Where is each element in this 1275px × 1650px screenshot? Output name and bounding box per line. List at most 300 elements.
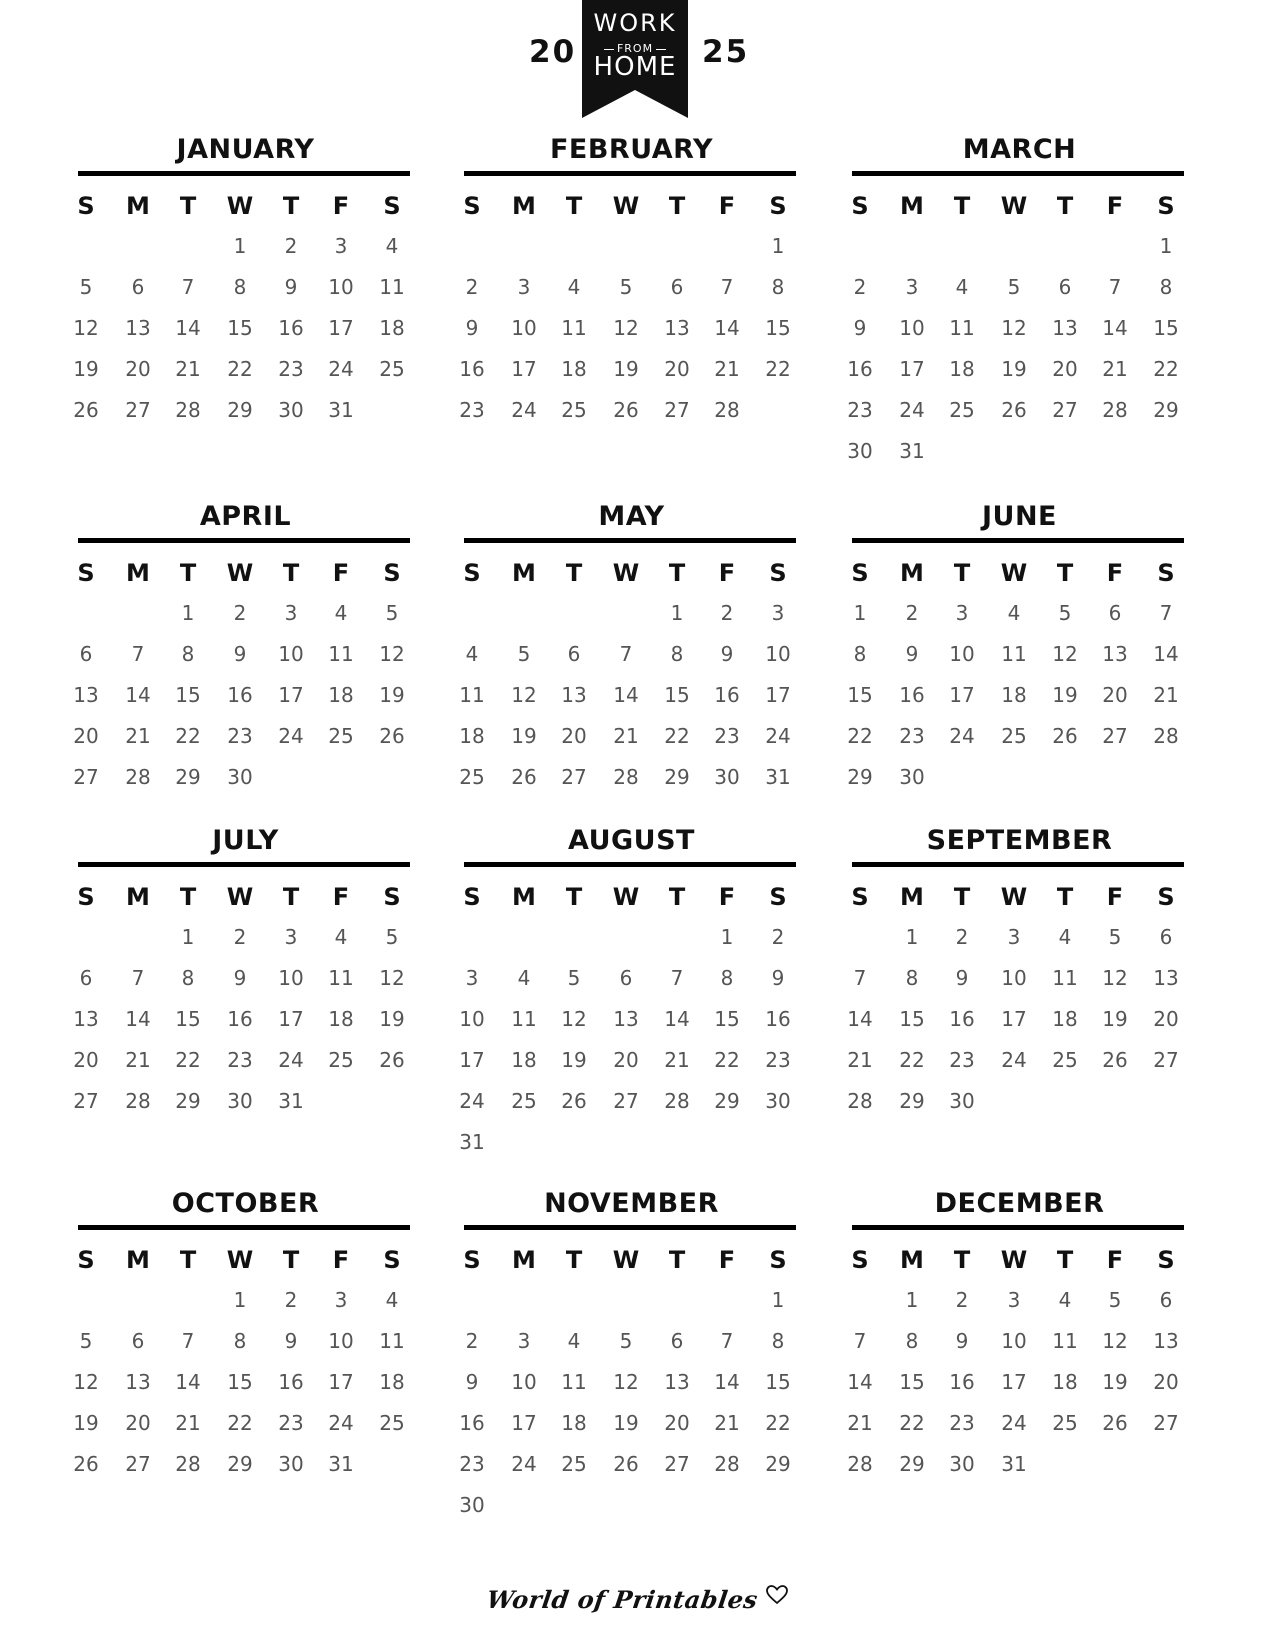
day-cell: 20 bbox=[664, 1411, 690, 1435]
weekday-header: S bbox=[1157, 192, 1175, 220]
day-cell: 13 bbox=[73, 1007, 99, 1031]
day-cell: 24 bbox=[1001, 1411, 1027, 1435]
weekday-header: S bbox=[77, 559, 95, 587]
day-cell: 6 bbox=[619, 966, 633, 990]
day-cell: 26 bbox=[1102, 1048, 1128, 1072]
day-cell: 29 bbox=[1153, 398, 1179, 422]
day-cell: 16 bbox=[278, 1370, 304, 1394]
day-cell: 25 bbox=[561, 1452, 587, 1476]
day-cell: 15 bbox=[1153, 316, 1179, 340]
day-cell: 24 bbox=[278, 724, 304, 748]
weekday-header: M bbox=[900, 1246, 924, 1274]
day-cell: 19 bbox=[379, 1007, 405, 1031]
month-title-underline bbox=[464, 538, 796, 543]
weekday-header: W bbox=[1000, 192, 1028, 220]
weekday-header: S bbox=[769, 1246, 787, 1274]
day-cell: 4 bbox=[385, 1288, 399, 1312]
weekday-header: W bbox=[1000, 883, 1028, 911]
day-cell: 22 bbox=[227, 357, 253, 381]
day-cell: 8 bbox=[233, 1329, 247, 1353]
day-cell: 14 bbox=[847, 1370, 873, 1394]
day-cell: 20 bbox=[1052, 357, 1078, 381]
day-cell: 31 bbox=[899, 439, 925, 463]
day-cell: 6 bbox=[670, 1329, 684, 1353]
weekday-header: T bbox=[953, 192, 971, 220]
month-title-underline bbox=[464, 1225, 796, 1230]
day-cell: 23 bbox=[899, 724, 925, 748]
day-cell: 22 bbox=[899, 1411, 925, 1435]
weekday-header: S bbox=[463, 559, 481, 587]
month-title: OCTOBER bbox=[171, 1188, 320, 1219]
day-cell: 5 bbox=[1058, 601, 1072, 625]
day-cell: 26 bbox=[613, 1452, 639, 1476]
day-cell: 20 bbox=[73, 724, 99, 748]
weekday-header: F bbox=[1106, 1246, 1124, 1274]
day-cell: 8 bbox=[771, 1329, 785, 1353]
day-cell: 12 bbox=[613, 316, 639, 340]
day-cell: 13 bbox=[664, 1370, 690, 1394]
day-cell: 21 bbox=[125, 724, 151, 748]
day-cell: 7 bbox=[670, 966, 684, 990]
month-title-underline bbox=[78, 862, 410, 867]
day-cell: 21 bbox=[847, 1048, 873, 1072]
day-cell: 2 bbox=[465, 1329, 479, 1353]
day-cell: 27 bbox=[125, 398, 151, 422]
month-title: JULY bbox=[212, 825, 279, 856]
month-title-underline bbox=[852, 538, 1184, 543]
day-cell: 2 bbox=[465, 275, 479, 299]
day-cell: 23 bbox=[847, 398, 873, 422]
day-cell: 18 bbox=[511, 1048, 537, 1072]
weekday-header: S bbox=[1157, 883, 1175, 911]
day-cell: 20 bbox=[73, 1048, 99, 1072]
day-cell: 12 bbox=[379, 642, 405, 666]
weekday-header: T bbox=[1056, 883, 1074, 911]
weekday-header: T bbox=[282, 1246, 300, 1274]
day-cell: 20 bbox=[664, 357, 690, 381]
day-cell: 30 bbox=[227, 1089, 253, 1113]
day-cell: 11 bbox=[328, 642, 354, 666]
weekday-header: M bbox=[900, 559, 924, 587]
day-cell: 3 bbox=[284, 925, 298, 949]
day-cell: 29 bbox=[227, 398, 253, 422]
day-cell: 17 bbox=[1001, 1007, 1027, 1031]
day-cell: 20 bbox=[125, 1411, 151, 1435]
day-cell: 24 bbox=[459, 1089, 485, 1113]
day-cell: 10 bbox=[459, 1007, 485, 1031]
day-cell: 19 bbox=[613, 357, 639, 381]
day-cell: 25 bbox=[949, 398, 975, 422]
weekday-header: T bbox=[565, 1246, 583, 1274]
day-cell: 30 bbox=[847, 439, 873, 463]
day-cell: 10 bbox=[1001, 1329, 1027, 1353]
day-cell: 7 bbox=[1159, 601, 1173, 625]
banner-word-work: WORK bbox=[593, 9, 677, 37]
weekday-header: S bbox=[77, 1246, 95, 1274]
day-cell: 28 bbox=[714, 1452, 740, 1476]
month-title: DECEMBER bbox=[934, 1188, 1105, 1219]
day-cell: 23 bbox=[459, 398, 485, 422]
day-cell: 29 bbox=[847, 765, 873, 789]
day-cell: 7 bbox=[720, 275, 734, 299]
day-cell: 12 bbox=[613, 1370, 639, 1394]
day-cell: 2 bbox=[284, 234, 298, 258]
day-cell: 30 bbox=[227, 765, 253, 789]
day-cell: 10 bbox=[511, 316, 537, 340]
day-cell: 14 bbox=[175, 1370, 201, 1394]
weekday-header: M bbox=[126, 883, 150, 911]
month-title-underline bbox=[78, 538, 410, 543]
day-cell: 29 bbox=[899, 1452, 925, 1476]
day-cell: 2 bbox=[853, 275, 867, 299]
day-cell: 25 bbox=[511, 1089, 537, 1113]
day-cell: 5 bbox=[385, 925, 399, 949]
day-cell: 27 bbox=[1052, 398, 1078, 422]
day-cell: 23 bbox=[949, 1048, 975, 1072]
day-cell: 23 bbox=[278, 1411, 304, 1435]
day-cell: 7 bbox=[619, 642, 633, 666]
day-cell: 23 bbox=[227, 724, 253, 748]
day-cell: 7 bbox=[853, 1329, 867, 1353]
day-cell: 15 bbox=[899, 1370, 925, 1394]
day-cell: 20 bbox=[1153, 1370, 1179, 1394]
day-cell: 5 bbox=[619, 1329, 633, 1353]
day-cell: 2 bbox=[233, 925, 247, 949]
day-cell: 15 bbox=[765, 1370, 791, 1394]
day-cell: 10 bbox=[328, 275, 354, 299]
day-cell: 1 bbox=[233, 1288, 247, 1312]
day-cell: 21 bbox=[1102, 357, 1128, 381]
year-second-half: 25 bbox=[702, 34, 750, 70]
day-cell: 10 bbox=[328, 1329, 354, 1353]
month-title: MARCH bbox=[962, 134, 1077, 165]
weekday-header: T bbox=[668, 1246, 686, 1274]
day-cell: 17 bbox=[511, 357, 537, 381]
day-cell: 23 bbox=[459, 1452, 485, 1476]
day-cell: 13 bbox=[561, 683, 587, 707]
day-cell: 19 bbox=[73, 357, 99, 381]
day-cell: 25 bbox=[561, 398, 587, 422]
day-cell: 30 bbox=[714, 765, 740, 789]
day-cell: 21 bbox=[847, 1411, 873, 1435]
day-cell: 31 bbox=[1001, 1452, 1027, 1476]
weekday-header: F bbox=[718, 559, 736, 587]
weekday-header: S bbox=[383, 192, 401, 220]
weekday-header: W bbox=[612, 883, 640, 911]
weekday-header: S bbox=[463, 192, 481, 220]
day-cell: 30 bbox=[899, 765, 925, 789]
day-cell: 22 bbox=[664, 724, 690, 748]
day-cell: 1 bbox=[181, 925, 195, 949]
day-cell: 20 bbox=[1153, 1007, 1179, 1031]
day-cell: 9 bbox=[233, 966, 247, 990]
day-cell: 31 bbox=[328, 1452, 354, 1476]
weekday-header: S bbox=[383, 559, 401, 587]
day-cell: 4 bbox=[567, 1329, 581, 1353]
month-title: FEBRUARY bbox=[549, 134, 714, 165]
day-cell: 27 bbox=[664, 1452, 690, 1476]
day-cell: 25 bbox=[459, 765, 485, 789]
day-cell: 28 bbox=[714, 398, 740, 422]
day-cell: 15 bbox=[227, 1370, 253, 1394]
day-cell: 1 bbox=[1159, 234, 1173, 258]
day-cell: 23 bbox=[227, 1048, 253, 1072]
day-cell: 25 bbox=[379, 357, 405, 381]
day-cell: 19 bbox=[379, 683, 405, 707]
day-cell: 17 bbox=[511, 1411, 537, 1435]
day-cell: 13 bbox=[125, 316, 151, 340]
day-cell: 19 bbox=[511, 724, 537, 748]
day-cell: 8 bbox=[181, 642, 195, 666]
day-cell: 2 bbox=[720, 601, 734, 625]
day-cell: 29 bbox=[175, 765, 201, 789]
day-cell: 20 bbox=[125, 357, 151, 381]
day-cell: 11 bbox=[1052, 1329, 1078, 1353]
day-cell: 1 bbox=[670, 601, 684, 625]
day-cell: 28 bbox=[664, 1089, 690, 1113]
weekday-header: T bbox=[179, 559, 197, 587]
day-cell: 26 bbox=[561, 1089, 587, 1113]
day-cell: 15 bbox=[175, 683, 201, 707]
day-cell: 16 bbox=[714, 683, 740, 707]
weekday-header: W bbox=[1000, 1246, 1028, 1274]
day-cell: 5 bbox=[567, 966, 581, 990]
day-cell: 14 bbox=[613, 683, 639, 707]
day-cell: 9 bbox=[284, 275, 298, 299]
day-cell: 11 bbox=[561, 316, 587, 340]
day-cell: 12 bbox=[1052, 642, 1078, 666]
day-cell: 10 bbox=[278, 642, 304, 666]
day-cell: 31 bbox=[278, 1089, 304, 1113]
day-cell: 11 bbox=[379, 275, 405, 299]
month-title-underline bbox=[78, 171, 410, 176]
day-cell: 16 bbox=[899, 683, 925, 707]
day-cell: 3 bbox=[284, 601, 298, 625]
day-cell: 16 bbox=[847, 357, 873, 381]
day-cell: 14 bbox=[847, 1007, 873, 1031]
weekday-header: F bbox=[332, 1246, 350, 1274]
month-title: MAY bbox=[598, 501, 665, 532]
day-cell: 27 bbox=[664, 398, 690, 422]
day-cell: 17 bbox=[278, 1007, 304, 1031]
day-cell: 12 bbox=[73, 316, 99, 340]
weekday-header: S bbox=[383, 1246, 401, 1274]
day-cell: 8 bbox=[771, 275, 785, 299]
day-cell: 22 bbox=[847, 724, 873, 748]
day-cell: 6 bbox=[567, 642, 581, 666]
day-cell: 21 bbox=[714, 1411, 740, 1435]
month-title: NOVEMBER bbox=[544, 1188, 719, 1219]
day-cell: 24 bbox=[899, 398, 925, 422]
day-cell: 21 bbox=[714, 357, 740, 381]
day-cell: 27 bbox=[613, 1089, 639, 1113]
weekday-header: S bbox=[383, 883, 401, 911]
day-cell: 2 bbox=[905, 601, 919, 625]
month-title: APRIL bbox=[199, 501, 292, 532]
day-cell: 28 bbox=[175, 398, 201, 422]
day-cell: 5 bbox=[619, 275, 633, 299]
weekday-header: M bbox=[512, 559, 536, 587]
day-cell: 19 bbox=[1001, 357, 1027, 381]
day-cell: 12 bbox=[1102, 1329, 1128, 1353]
day-cell: 14 bbox=[125, 1007, 151, 1031]
day-cell: 21 bbox=[175, 1411, 201, 1435]
day-cell: 4 bbox=[334, 601, 348, 625]
day-cell: 31 bbox=[765, 765, 791, 789]
weekday-header: S bbox=[851, 192, 869, 220]
day-cell: 25 bbox=[1052, 1048, 1078, 1072]
day-cell: 24 bbox=[511, 1452, 537, 1476]
day-cell: 9 bbox=[465, 1370, 479, 1394]
day-cell: 27 bbox=[73, 1089, 99, 1113]
day-cell: 14 bbox=[1153, 642, 1179, 666]
day-cell: 7 bbox=[853, 966, 867, 990]
day-cell: 10 bbox=[1001, 966, 1027, 990]
day-cell: 1 bbox=[771, 234, 785, 258]
weekday-header: S bbox=[851, 1246, 869, 1274]
day-cell: 23 bbox=[278, 357, 304, 381]
day-cell: 18 bbox=[328, 1007, 354, 1031]
day-cell: 13 bbox=[613, 1007, 639, 1031]
day-cell: 2 bbox=[771, 925, 785, 949]
day-cell: 1 bbox=[181, 601, 195, 625]
day-cell: 6 bbox=[131, 275, 145, 299]
day-cell: 3 bbox=[517, 1329, 531, 1353]
day-cell: 9 bbox=[853, 316, 867, 340]
weekday-header: S bbox=[851, 559, 869, 587]
weekday-header: T bbox=[179, 1246, 197, 1274]
day-cell: 9 bbox=[284, 1329, 298, 1353]
month-title-underline bbox=[464, 171, 796, 176]
day-cell: 5 bbox=[1108, 925, 1122, 949]
day-cell: 20 bbox=[1102, 683, 1128, 707]
day-cell: 21 bbox=[175, 357, 201, 381]
weekday-header: F bbox=[332, 883, 350, 911]
day-cell: 8 bbox=[181, 966, 195, 990]
day-cell: 13 bbox=[125, 1370, 151, 1394]
day-cell: 28 bbox=[847, 1452, 873, 1476]
weekday-header: T bbox=[1056, 559, 1074, 587]
day-cell: 14 bbox=[714, 1370, 740, 1394]
day-cell: 15 bbox=[227, 316, 253, 340]
day-cell: 22 bbox=[1153, 357, 1179, 381]
footer bbox=[0, 1585, 1275, 1614]
weekday-header: T bbox=[565, 559, 583, 587]
day-cell: 27 bbox=[125, 1452, 151, 1476]
day-cell: 24 bbox=[328, 357, 354, 381]
day-cell: 13 bbox=[1153, 1329, 1179, 1353]
day-cell: 25 bbox=[1001, 724, 1027, 748]
day-cell: 11 bbox=[1052, 966, 1078, 990]
day-cell: 10 bbox=[765, 642, 791, 666]
weekday-header: W bbox=[226, 192, 254, 220]
day-cell: 15 bbox=[899, 1007, 925, 1031]
weekday-header: T bbox=[953, 1246, 971, 1274]
day-cell: 30 bbox=[459, 1493, 485, 1517]
day-cell: 2 bbox=[955, 1288, 969, 1312]
weekday-header: S bbox=[769, 559, 787, 587]
month-title-underline bbox=[852, 1225, 1184, 1230]
day-cell: 3 bbox=[1007, 1288, 1021, 1312]
day-cell: 8 bbox=[670, 642, 684, 666]
day-cell: 24 bbox=[765, 724, 791, 748]
day-cell: 17 bbox=[278, 683, 304, 707]
day-cell: 1 bbox=[233, 234, 247, 258]
day-cell: 12 bbox=[511, 683, 537, 707]
day-cell: 16 bbox=[278, 316, 304, 340]
day-cell: 5 bbox=[79, 1329, 93, 1353]
weekday-header: F bbox=[718, 192, 736, 220]
day-cell: 10 bbox=[949, 642, 975, 666]
day-cell: 7 bbox=[1108, 275, 1122, 299]
day-cell: 26 bbox=[1102, 1411, 1128, 1435]
day-cell: 29 bbox=[714, 1089, 740, 1113]
day-cell: 1 bbox=[720, 925, 734, 949]
day-cell: 28 bbox=[1102, 398, 1128, 422]
day-cell: 24 bbox=[1001, 1048, 1027, 1072]
weekday-header: M bbox=[900, 883, 924, 911]
weekday-header: T bbox=[953, 883, 971, 911]
weekday-header: S bbox=[1157, 1246, 1175, 1274]
day-cell: 2 bbox=[233, 601, 247, 625]
day-cell: 4 bbox=[567, 275, 581, 299]
day-cell: 6 bbox=[1058, 275, 1072, 299]
day-cell: 11 bbox=[949, 316, 975, 340]
day-cell: 27 bbox=[561, 765, 587, 789]
calendar-header bbox=[0, 0, 1275, 120]
day-cell: 3 bbox=[771, 601, 785, 625]
day-cell: 28 bbox=[1153, 724, 1179, 748]
brand-logo-text: World of Printables bbox=[484, 1585, 760, 1614]
weekday-header: M bbox=[126, 1246, 150, 1274]
day-cell: 3 bbox=[334, 234, 348, 258]
day-cell: 19 bbox=[561, 1048, 587, 1072]
day-cell: 3 bbox=[334, 1288, 348, 1312]
day-cell: 6 bbox=[131, 1329, 145, 1353]
day-cell: 31 bbox=[328, 398, 354, 422]
weekday-header: T bbox=[179, 883, 197, 911]
day-cell: 18 bbox=[328, 683, 354, 707]
day-cell: 12 bbox=[73, 1370, 99, 1394]
day-cell: 15 bbox=[175, 1007, 201, 1031]
weekday-header: M bbox=[126, 192, 150, 220]
day-cell: 27 bbox=[73, 765, 99, 789]
weekday-header: F bbox=[718, 883, 736, 911]
day-cell: 20 bbox=[613, 1048, 639, 1072]
day-cell: 13 bbox=[664, 316, 690, 340]
day-cell: 2 bbox=[955, 925, 969, 949]
day-cell: 8 bbox=[233, 275, 247, 299]
weekday-header: M bbox=[126, 559, 150, 587]
day-cell: 8 bbox=[853, 642, 867, 666]
day-cell: 15 bbox=[714, 1007, 740, 1031]
day-cell: 3 bbox=[465, 966, 479, 990]
day-cell: 6 bbox=[1108, 601, 1122, 625]
day-cell: 5 bbox=[517, 642, 531, 666]
day-cell: 3 bbox=[517, 275, 531, 299]
day-cell: 16 bbox=[459, 1411, 485, 1435]
day-cell: 28 bbox=[175, 1452, 201, 1476]
weekday-header: S bbox=[77, 192, 95, 220]
day-cell: 24 bbox=[949, 724, 975, 748]
day-cell: 27 bbox=[1153, 1411, 1179, 1435]
day-cell: 18 bbox=[561, 1411, 587, 1435]
day-cell: 12 bbox=[379, 966, 405, 990]
day-cell: 3 bbox=[905, 275, 919, 299]
day-cell: 22 bbox=[765, 357, 791, 381]
day-cell: 8 bbox=[1159, 275, 1173, 299]
day-cell: 6 bbox=[79, 642, 93, 666]
